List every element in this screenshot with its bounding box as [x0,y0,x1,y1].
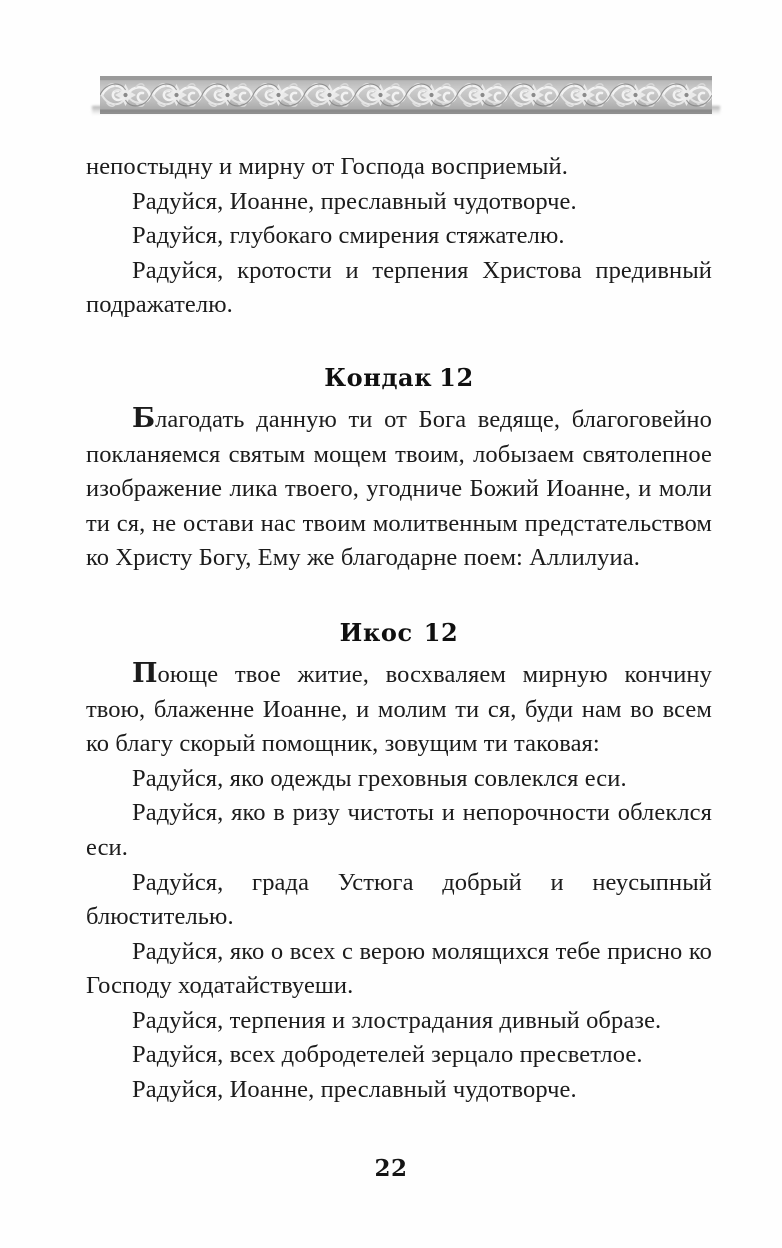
paragraph-continued: непостыдну и мирну от Господа восприемый. [86,153,568,180]
praise-line: Радуйся, кротости и терпения Христова предивный подражателю. [86,256,712,319]
text-column [86,150,712,1108]
heading-ikos-label: Икос [339,617,413,647]
ornamental-header-band [100,76,712,116]
spacer [86,647,712,657]
paragraph-kondak-body [86,402,712,576]
heading-kondak [86,363,712,392]
praise-line: Радуйся, яко одежды греховныя совлеклся еси. [132,764,627,792]
paragraph-kondak-text: лагодать данную ти от Бога ведяще, благоговейно покланяемся святым мощем твоим, лобызаем святолепное изображение лика твоего, угодниче Божий Иоанне, и моли ти ся, не остави нас твоим молитвенным предстательством ко Христу Богу, Ему же благодарне поем: Аллилуиа. [86,405,712,572]
heading-kondak-number: 12 [439,362,474,392]
paragraph-ikos-text: оюще твое житие, восхваляем мирную кончину твою, блаженне Иоанне, и молим ти ся, буди нам во всем ко благу скорый помощник, зовущим ти таковая: [86,660,712,758]
spacer [86,392,712,402]
floral-vine-band-icon [100,76,712,114]
drop-initial-letter: П [132,657,158,689]
praise-line: Радуйся, яко о всех с верою молящихся тебе присно ко Господу ходатайствуеши. [86,937,712,1000]
praise-line: Радуйся, Иоанне, преславный чудотворче. [132,187,577,215]
praise-line: Радуйся, терпения и злострадания дивный образе. [132,1006,662,1034]
heading-ikos [86,618,712,647]
praise-line: Радуйся, глубокаго смирения стяжателю. [132,222,565,250]
drop-initial-letter: Б [132,402,156,434]
heading-kondak-label: Кондак [324,362,433,392]
spacer [86,323,712,363]
heading-ikos-number: 12 [423,617,459,647]
praise-line: Радуйся, яко в ризу чистоты и непорочности облеклся еси. [86,799,712,861]
praise-line: Радуйся, града Устюга добрый и неусыпный блюстителью. [86,868,712,931]
spacer [86,576,712,618]
praise-line: Радуйся, всех добродетелей зерцало пресветлое. [132,1041,643,1069]
paragraph-ikos-body [86,657,712,762]
page-number: 22 [374,1155,408,1182]
praise-line: Радуйся, Иоанне, преславный чудотворче. [132,1076,577,1104]
